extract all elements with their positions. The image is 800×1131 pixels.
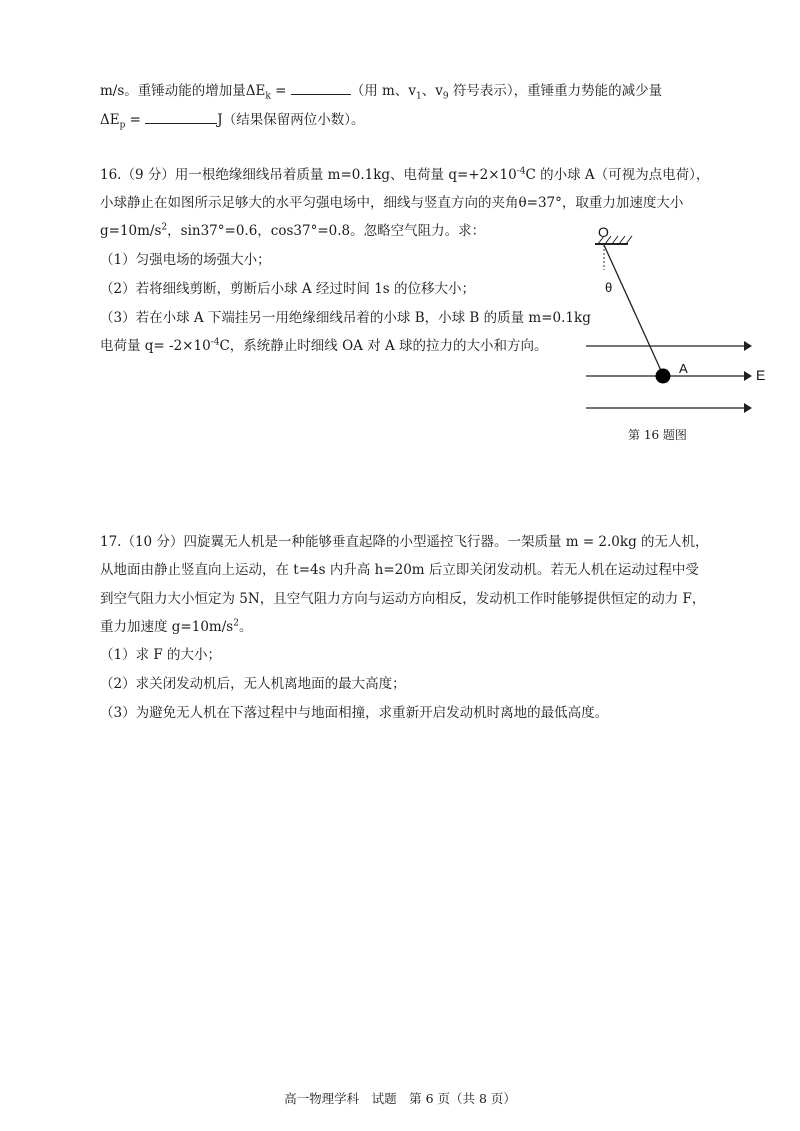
q17-part-1: （1）求 F 的大小； xyxy=(100,647,222,663)
field-e-label: E xyxy=(756,367,766,383)
q17-part-2: （2）求关闭发动机后，无人机离地面的最大高度； xyxy=(100,676,406,692)
q16-part-3: （3）若在小球 A 下端挂另一用绝缘细线吊着的小球 B，小球 B 的质量 m=0.1kg xyxy=(100,310,591,326)
q17-text: 。 xyxy=(238,619,253,635)
q15-text: J（结果保留两位小数）。 xyxy=(217,112,365,128)
q16-exp: -4 xyxy=(516,166,526,177)
q16-text: C 的小球 A（可视为点电荷）， xyxy=(525,167,710,183)
q16-part-2: （2）若将细线剪断，剪断后小球 A 经过时间 1s 的位移大小； xyxy=(100,281,476,297)
q16-text: ，sin37°=0.6，cos37°=0.8。忽略空气阻力。求： xyxy=(167,223,486,239)
field-arrow-top xyxy=(744,341,752,351)
point-o-label: O xyxy=(598,224,609,240)
q17-part-3: （3）为避免无人机在下落过程中与地面相撞，求重新开启发动机时离地的最低高度。 xyxy=(100,705,609,721)
q15-text: （用 m、v xyxy=(350,83,416,99)
q16-text: 电荷量 q= -2×10 xyxy=(100,338,211,354)
q16-text: 16.（9 分）用一根绝缘细线吊着质量 m=0.1kg、电荷量 q=+2×10 xyxy=(100,167,517,183)
q16-line-2: 小球静止在如图所示足够大的水平匀强电场中，细线与竖直方向的夹角θ=37°，取重力加速度大小 xyxy=(100,195,684,211)
q17-text: 重力加速度 g=10m/s xyxy=(100,619,234,635)
q15-sub-k: k xyxy=(265,91,271,102)
answer-blank-ek[interactable] xyxy=(291,80,351,95)
q15-text: = xyxy=(125,112,146,128)
q15-text: m/s。重锤动能的增加量ΔE xyxy=(100,83,266,99)
q16-exp: 2 xyxy=(161,222,168,233)
page-footer: 高一物理学科 试题 第 6 页（共 8 页） xyxy=(284,1091,516,1106)
q16-text: g=10m/s xyxy=(100,223,162,239)
q17-line-2: 从地面由静止竖直向上运动，在 t=4s 内升高 h=20m 后立即关闭发动机。若无人机在运动过程中受 xyxy=(100,562,699,578)
q15-line-1 xyxy=(100,80,662,100)
q16-line-1 xyxy=(100,166,709,184)
q16-text: C，系统静止时细线 OA 对 A 球的拉力的大小和方向。 xyxy=(219,338,548,354)
ball-a xyxy=(656,369,671,384)
q16-part-3-cont xyxy=(100,337,548,355)
q15-line-2 xyxy=(100,109,364,129)
q16-line-3 xyxy=(100,222,485,240)
q15-sub-9: 9 xyxy=(442,91,449,102)
q17-line-1: 17.（10 分）四旋翼无人机是一种能够垂直起降的小型遥控飞行器。一架质量 m = 2.0kg 的无人机， xyxy=(100,534,709,550)
q17-line-3: 到空气阻力大小恒定为 5N，且空气阻力方向与运动方向相反，发动机工作时能够提供恒定的动力 F， xyxy=(100,591,706,607)
thread-oa xyxy=(604,245,663,375)
field-arrow-bottom xyxy=(744,403,752,413)
answer-blank-ep[interactable] xyxy=(145,109,217,124)
q15-sub-1: 1 xyxy=(416,91,422,102)
q15-text: 、v xyxy=(421,83,443,99)
q17-exp: 2 xyxy=(233,618,239,629)
q15-sub-p: p xyxy=(119,120,126,131)
q16-figure xyxy=(580,222,780,422)
q16-figure-caption: 第 16 题图 xyxy=(628,428,687,442)
q16-exp: -4 xyxy=(210,337,220,348)
q15-text: 符号表示），重锤重力势能的减少量 xyxy=(448,83,663,99)
q15-text: ΔE xyxy=(100,112,120,128)
q15-text: = xyxy=(270,83,291,99)
field-arrow-middle xyxy=(744,371,752,381)
q16-part-1: （1）匀强电场的场强大小； xyxy=(100,252,271,268)
angle-theta-label: θ xyxy=(605,280,613,295)
q17-line-4 xyxy=(100,618,252,636)
ball-a-label: A xyxy=(679,361,688,376)
